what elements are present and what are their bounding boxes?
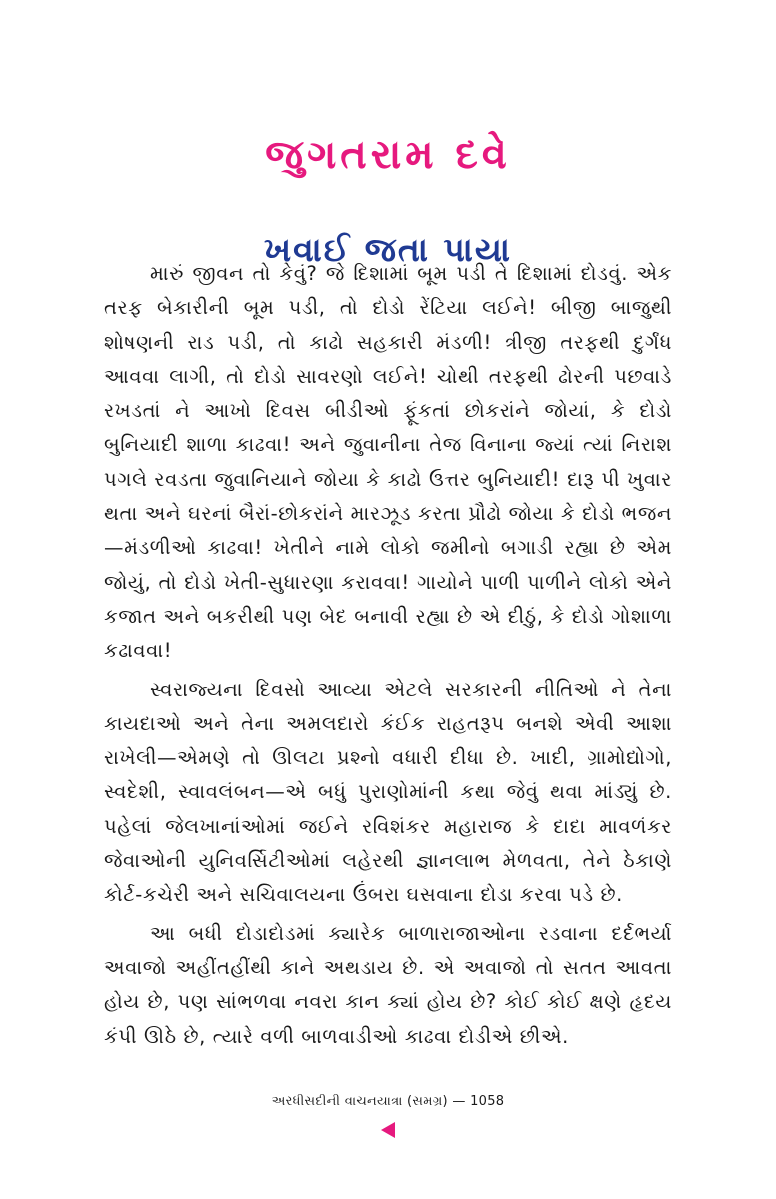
paragraph-2: સ્વરાજ્યના દિવસો આવ્યા એટલે સરકારની નીતિઓ ને તેના કાયદાઓ અને તેના અમલદારો કંઈક રાહતરૂપ બનશે એવી આશા રાખેલી—એમણે તો ઊલટા પ્રશ્નો વધારી દીધા છે. ખાદી, ગ્રામોદ્યોગો, સ્વદેશી, સ્વાવલંબન—એ બધું પુરાણોમાંની કથા જેવું થવા માંડ્યું છે. પહેલાં જેલખાનાંઓમાં જઈને રવિશંકર મહારાજ કે દાદા માવળંકર જેવાઓની યુનિવર્સિટીઓમાં લહેરથી જ્ઞાનલાભ મેળવતા, તેને ઠેકાણે કોર્ટ-કચેરી અને સચિવાલયના ઉંબરા ઘસવાના દોડા કરવા પડે છે. [104, 677, 672, 907]
paragraph-1: મારું જીવન તો કેવું? જે દિશામાં બૂમ પડી તે દિશામાં દોડવું. એક તરફ બેકારીની બૂમ પડી, તો દોડો રેંટિયા લઈને! બીજી બાજુથી શોષણની રાડ પડી, તો કાઢો સહકારી મંડળી! ત્રીજી તરફથી દુર્ગંધ આવવા લાગી, તો દોડો સાવરણો લઈને! ચોથી તરફથી ઢોરની પછવાડે રખડતાં ને આખો દિવસ બીડીઓ ફૂંકતાં છોકરાંને જોયાં, કે દોડો બુનિયાદી શાળા કાઢવા! અને જુવાનીના તેજ વિનાના જ્યાં ત્યાં નિરાશ પગલે રવડતા જુવાનિયાને જોયા કે કાઢો ઉત્તર બુનિયાદી! દારૂ પી ખુવાર થતા અને ઘરનાં બૈરાં-છોકરાંને મારઝૂડ કરતા પ્રૌઢો જોયા કે દોડો ભજન—મંડળીઓ કાઢવા! ખેતીને નામે લોકો જમીનો બગાડી રહ્યા છે એમ જોયું, તો દોડો ખેતી-સુધારણા કરાવવા! ગાયોને પાળી પાળીને લોકો એને કજાત અને બકરીથી પણ બેદ બનાવી રહ્યા છે એ દીઠું, કે દોડો ગોશાળા કઢાવવા! [104, 262, 672, 663]
page-footer: અરધીસદીની વાચનયાત્રા (સમગ્ર) — 1058 [271, 1094, 505, 1109]
previous-page-arrow-icon[interactable] [380, 1121, 396, 1139]
paragraph-3: આ બધી દોડાદોડમાં ક્યારેક બાળારાજાઓના રડવાના દર્દભર્યા અવાજો અહીંતહીંથી કાને અથડાય છે. એ અવાજો તો સતત આવતા હોય છે, પણ સાંભળવા નવરા કાન ક્યાં હોય છે? કોઈ કોઈ ક્ષણે હૃદય કંપી ઊઠે છે, ત્યારે વળી બાળવાડીઓ કાઢવા દોડીએ છીએ. [104, 921, 672, 1048]
chapter-title: ખવાઈ જતા પાયા [263, 230, 513, 270]
chapter-body [104, 257, 672, 1058]
author-name: જુગતરામ દવે [265, 131, 511, 178]
